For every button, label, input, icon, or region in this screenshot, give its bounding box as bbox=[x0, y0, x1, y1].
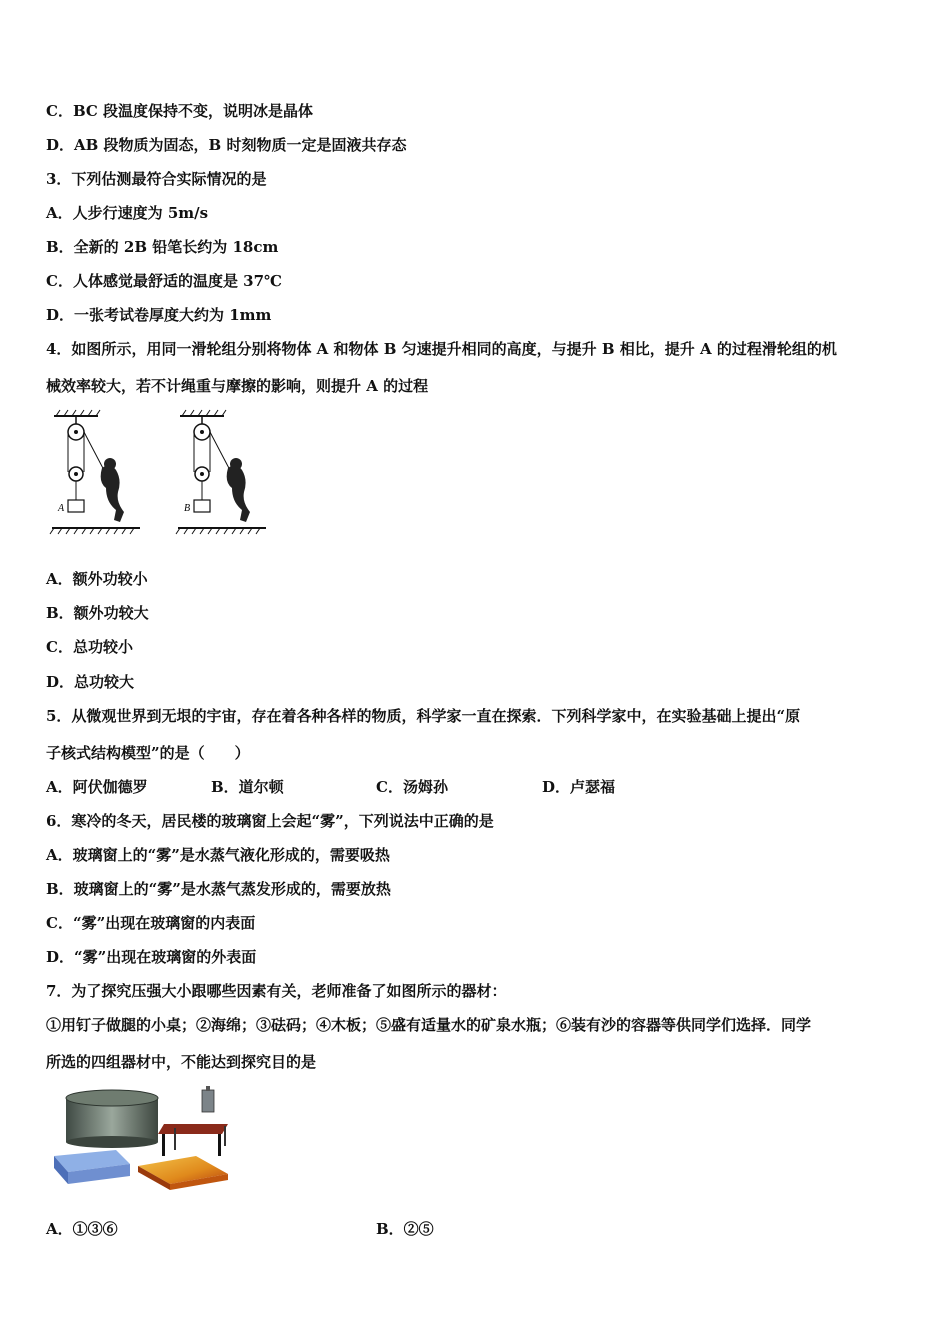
q4-option-d: D．总功较大 bbox=[46, 673, 135, 691]
wooden-board bbox=[138, 1156, 228, 1190]
q2-option-d: D．AB 段物质为固态，B 时刻物质一定是固液共存态 bbox=[46, 136, 407, 154]
q4-stem-line2: 械效率较大，若不计绳重与摩擦的影响，则提升 A 的过程 bbox=[46, 377, 429, 395]
q6-option-d: D．“雾”出现在玻璃窗的外表面 bbox=[46, 948, 257, 966]
q5-option-d: D．卢瑟福 bbox=[542, 778, 616, 796]
fig-label-b: B bbox=[184, 503, 191, 514]
q7-option-a: A．①③⑥ bbox=[46, 1220, 118, 1238]
pressure-equipment-figure bbox=[46, 1084, 236, 1196]
q3-option-d: D．一张考试卷厚度大约为 1mm bbox=[46, 306, 272, 324]
q4-option-b: B．额外功较大 bbox=[46, 604, 149, 622]
q3-option-a: A．人步行速度为 5m/s bbox=[46, 204, 209, 222]
q6-stem: 6．寒冷的冬天，居民楼的玻璃窗上会起“雾”，下列说法中正确的是 bbox=[46, 812, 494, 830]
q7-stem-line1: 7．为了探究压强大小跟哪些因素有关，老师准备了如图所示的器材： bbox=[46, 982, 507, 1000]
q5-option-c: C．汤姆孙 bbox=[376, 778, 448, 796]
q5-option-b: B．道尔顿 bbox=[211, 778, 284, 796]
sponge bbox=[54, 1150, 130, 1184]
sand-container bbox=[66, 1090, 158, 1148]
q4-option-a: A．额外功较小 bbox=[46, 570, 148, 588]
q7-stem-line2: ①用钉子做腿的小桌；②海绵；③砝码；④木板；⑤盛有适量水的矿泉水瓶；⑥装有沙的容器等供同学们选择．同学 bbox=[46, 1016, 812, 1034]
small-table-with-weight bbox=[158, 1086, 228, 1156]
q3-option-c: C．人体感觉最舒适的温度是 37℃ bbox=[46, 272, 283, 290]
pulley-system-a bbox=[50, 410, 140, 534]
q7-options bbox=[46, 1219, 746, 1239]
q5-options bbox=[46, 777, 746, 797]
pulley-system-b bbox=[176, 410, 266, 534]
q6-option-a: A．玻璃窗上的“雾”是水蒸气液化形成的，需要吸热 bbox=[46, 846, 390, 864]
q5-stem-line1: 5．从微观世界到无垠的宇宙，存在着各种各样的物质，科学家一直在探索．下列科学家中，在实验基础上提出“原 bbox=[46, 707, 801, 725]
pulley-figure bbox=[48, 408, 278, 538]
q7-stem-line3: 所选的四组器材中，不能达到探究目的是 bbox=[46, 1053, 317, 1071]
fig-label-a: A bbox=[58, 503, 65, 514]
q7-option-b: B．②⑤ bbox=[376, 1220, 434, 1238]
q5-option-a: A．阿伏伽德罗 bbox=[46, 778, 148, 796]
q5-stem-line2: 子核式结构模型”的是（ ） bbox=[46, 744, 250, 762]
q6-option-b: B．玻璃窗上的“雾”是水蒸气蒸发形成的，需要放热 bbox=[46, 880, 391, 898]
q3-option-b: B．全新的 2B 铅笔长约为 18cm bbox=[46, 238, 279, 256]
q6-option-c: C．“雾”出现在玻璃窗的内表面 bbox=[46, 914, 256, 932]
q2-option-c: C．BC 段温度保持不变，说明冰是晶体 bbox=[46, 102, 314, 120]
q4-option-c: C．总功较小 bbox=[46, 638, 133, 656]
q3-stem: 3．下列估测最符合实际情况的是 bbox=[46, 170, 267, 188]
q4-stem-line1: 4．如图所示，用同一滑轮组分别将物体 A 和物体 B 匀速提升相同的高度，与提升 B 相比，提升 A 的过程滑轮组的机 bbox=[46, 340, 837, 358]
